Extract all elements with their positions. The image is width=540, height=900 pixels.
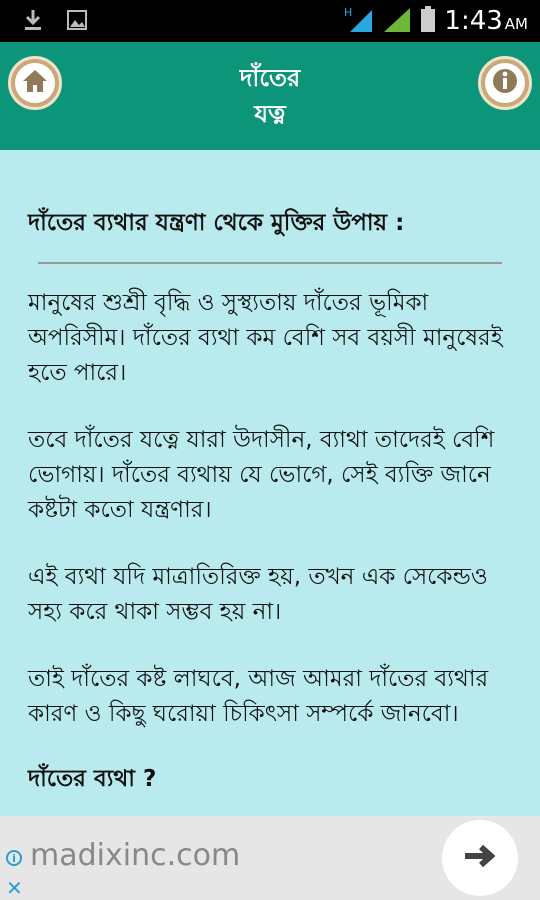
article-content[interactable] <box>0 150 540 816</box>
clock: 1:43 AM <box>444 6 528 36</box>
article-paragraph: এই ব্যথা যদি মাত্রাতিরিক্ত হয়, তখন এক সেকেন্ডও সহ্য করে থাকা সম্ভব হয় না। <box>28 564 488 625</box>
image-icon <box>66 8 88 32</box>
ad-close-icon[interactable]: ✕ <box>6 876 23 900</box>
home-button[interactable] <box>8 56 62 110</box>
signal-h-icon <box>344 4 374 38</box>
battery-icon <box>420 5 436 37</box>
arrow-right-icon <box>463 842 497 874</box>
download-icon <box>22 8 44 32</box>
home-icon <box>21 68 49 98</box>
app-bar <box>0 42 540 150</box>
article-paragraph: তাই দাঁতের কষ্ট লাঘবে, আজ আমরা দাঁতের ব্যথার কারণ ও কিছু ঘরোয়া চিকিৎসা সম্পর্কে জানবো। <box>28 666 489 727</box>
svg-text:H: H <box>344 6 353 19</box>
divider <box>38 262 502 264</box>
status-bar <box>0 0 540 42</box>
article-paragraph: তবে দাঁতের যত্নে যারা উদাসীন, ব্যাথা তাদেরই বেশি ভোগায়। দাঁতের ব্যথায় যে ভোগে, সেই ব্যক্তি জানে কষ্টটা কতো যন্ত্রণার। <box>28 427 495 523</box>
signal-icon <box>382 4 412 38</box>
ad-go-button[interactable] <box>442 820 518 896</box>
page-title: দাঁতের যত্ন <box>239 64 301 128</box>
info-button[interactable] <box>478 56 532 110</box>
ad-banner[interactable] <box>0 816 540 900</box>
info-icon <box>491 67 519 99</box>
article-paragraph: মানুষের শুশ্রী বৃদ্ধি ও সুস্থ্যতায় দাঁতের ভূমিকা অপরিসীম। দাঁতের ব্যথা কম বেশি সব বয়সী মানুষেরই হতে পারে। <box>28 290 503 386</box>
article-heading: দাঁতের ব্যথার যন্ত্রণা থেকে মুক্তির উপায় : <box>28 210 405 236</box>
article-subheading: দাঁতের ব্যথা ? <box>28 766 157 792</box>
ad-text[interactable]: madixinc.com <box>30 838 241 873</box>
ad-info-icon[interactable]: i <box>6 850 22 866</box>
